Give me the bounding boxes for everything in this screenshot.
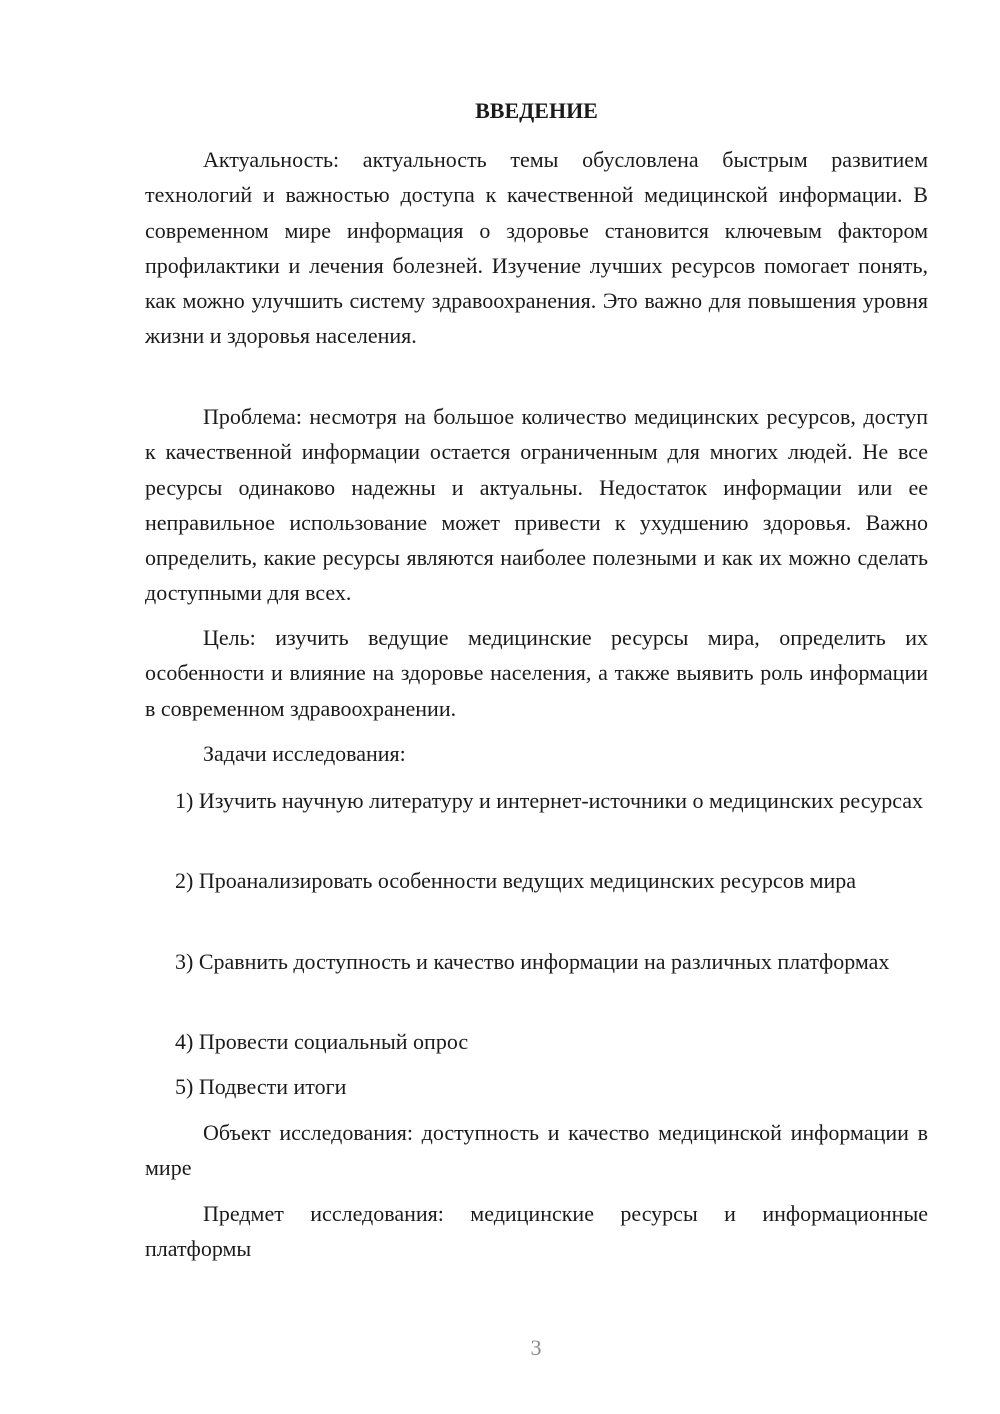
paragraph-tasks-heading: Задачи исследования: — [203, 741, 406, 766]
page-number: 3 — [530, 1335, 542, 1360]
paragraph-problem: Проблема: несмотря на большое количество медицинских ресурсов, доступ к качественной информации остается ограниченным для многих людей. Не все ресурсы одинаково надежны и актуальны. Недостаток информации или ее неправильное использование может привести к ухудшению здоровья. Важно определить, какие ресурсы являются наиболее полезными и как их можно сделать доступными для всех. — [145, 404, 928, 606]
task-item-5: 5) Подвести итоги — [175, 1074, 347, 1099]
paragraph-goal: Цель: изучить ведущие медицинские ресурсы мира, определить их особенности и влияние на здоровье населения, а также выявить роль информации в современном здравоохранении. — [145, 625, 928, 721]
task-item-3: 3) Сравнить доступность и качество информации на различных платформах — [175, 949, 890, 974]
task-item-1: 1) Изучить научную литературу и интернет-источники о медицинских ресурсах — [175, 788, 924, 813]
paragraph-subject: Предмет исследования: медицинские ресурсы и информационные платформы — [145, 1201, 928, 1262]
paragraph-relevance: Актуальность: актуальность темы обусловлена быстрым развитием технологий и важностью доступа к качественной медицинской информации. В современном мире информация о здоровье становится ключевым фактором профилактики и лечения болезней. Изучение лучших ресурсов помогает понять, как можно улучшить систему здравоохранения. Это важно для повышения уровня жизни и здоровья населения. — [145, 147, 928, 349]
page-title: ВВЕДЕНИЕ — [475, 98, 598, 123]
paragraph-object: Объект исследования: доступность и качество медицинской информации в мире — [145, 1120, 928, 1181]
task-item-4: 4) Провести социальный опрос — [175, 1029, 469, 1054]
task-item-2: 2) Проанализировать особенности ведущих медицинских ресурсов мира — [175, 868, 857, 893]
